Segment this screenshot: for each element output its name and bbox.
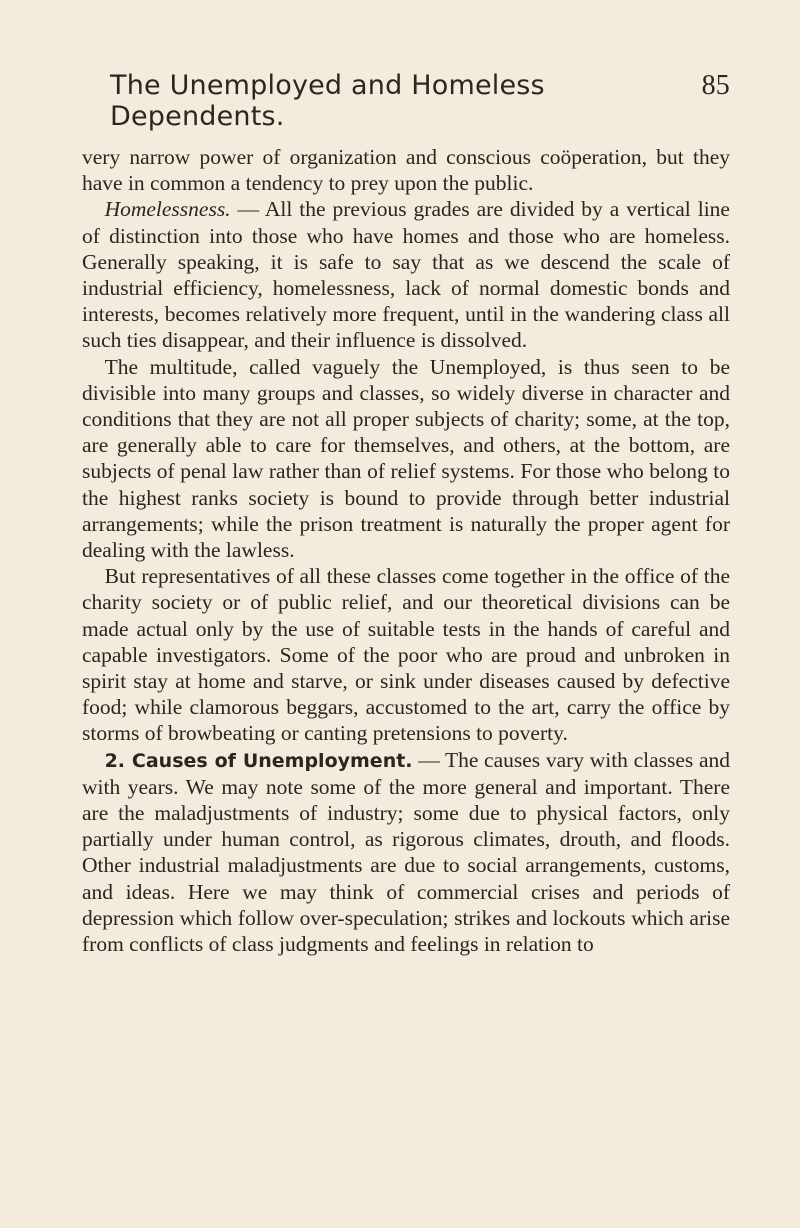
paragraph-text: The causes vary with classes and with years. We may note some of the more general and important. There are the maladjustments of industry; some due to physical factors, only partially under human control, as rigorous climates, drouth, and floods. Other industrial maladjustments are due to social arrangements, customs, and ideas. Here we may think of commercial crises and periods of depression which follow over-speculation; strikes and lockouts which arise from conflicts of class judgments and feelings in relation to bbox=[82, 747, 730, 957]
paragraph-text: But representatives of all these classes come together in the office of the charity society or of public relief, and our theoretical divisions can be made actual only by the use of suitable tests in the hands of careful and capable investigators. Some of the poor who are proud and unbroken in spirit stay at home and starve, or sink under diseases caused by defective food; while clamorous beggars, accustomed to the art, carry the office by storms of browbeating or canting pretensions to poverty. bbox=[82, 564, 730, 746]
heading-dash: — bbox=[230, 197, 265, 222]
paragraph-representatives bbox=[82, 563, 730, 746]
paragraph-continuation bbox=[82, 144, 730, 196]
running-head bbox=[110, 70, 730, 132]
book-page bbox=[82, 70, 730, 957]
running-head-title: The Unemployed and Homeless Dependents. bbox=[110, 70, 545, 132]
body-text bbox=[82, 144, 730, 957]
paragraph-text: very narrow power of organization and conscious coöperation, but they have in common a tendency to prey upon the public. bbox=[82, 145, 730, 196]
section-heading-causes: 2. Causes of Unemployment. bbox=[104, 749, 413, 772]
page-number: 85 bbox=[701, 70, 730, 101]
paragraph-multitude bbox=[82, 354, 730, 564]
section-heading-homelessness: Homelessness. bbox=[104, 197, 231, 222]
paragraph-homelessness bbox=[82, 196, 730, 353]
heading-dash: — bbox=[412, 747, 445, 772]
paragraph-text: All the previous grades are divided by a vertical line of distinction into those who have homes and those who are homeless. Generally speaking, it is safe to say that as we descend the scale of industrial efficiency, homelessness, lack of normal domestic bonds and interests, becomes relatively more frequent, until in the wandering class all such ties disappear, and their influence is dissolved. bbox=[82, 197, 730, 353]
paragraph-causes bbox=[82, 747, 730, 958]
paragraph-text: The multitude, called vaguely the Unemployed, is thus seen to be divisible into many groups and classes, so widely diverse in character and conditions that they are not all proper subjects of charity; some, at the top, are generally able to care for themselves, and others, at the bottom, are subjects of penal law rather than of relief systems. For those who belong to the highest ranks society is bound to provide through better industrial arrangements; while the prison treatment is naturally the proper agent for dealing with the lawless. bbox=[82, 354, 730, 563]
